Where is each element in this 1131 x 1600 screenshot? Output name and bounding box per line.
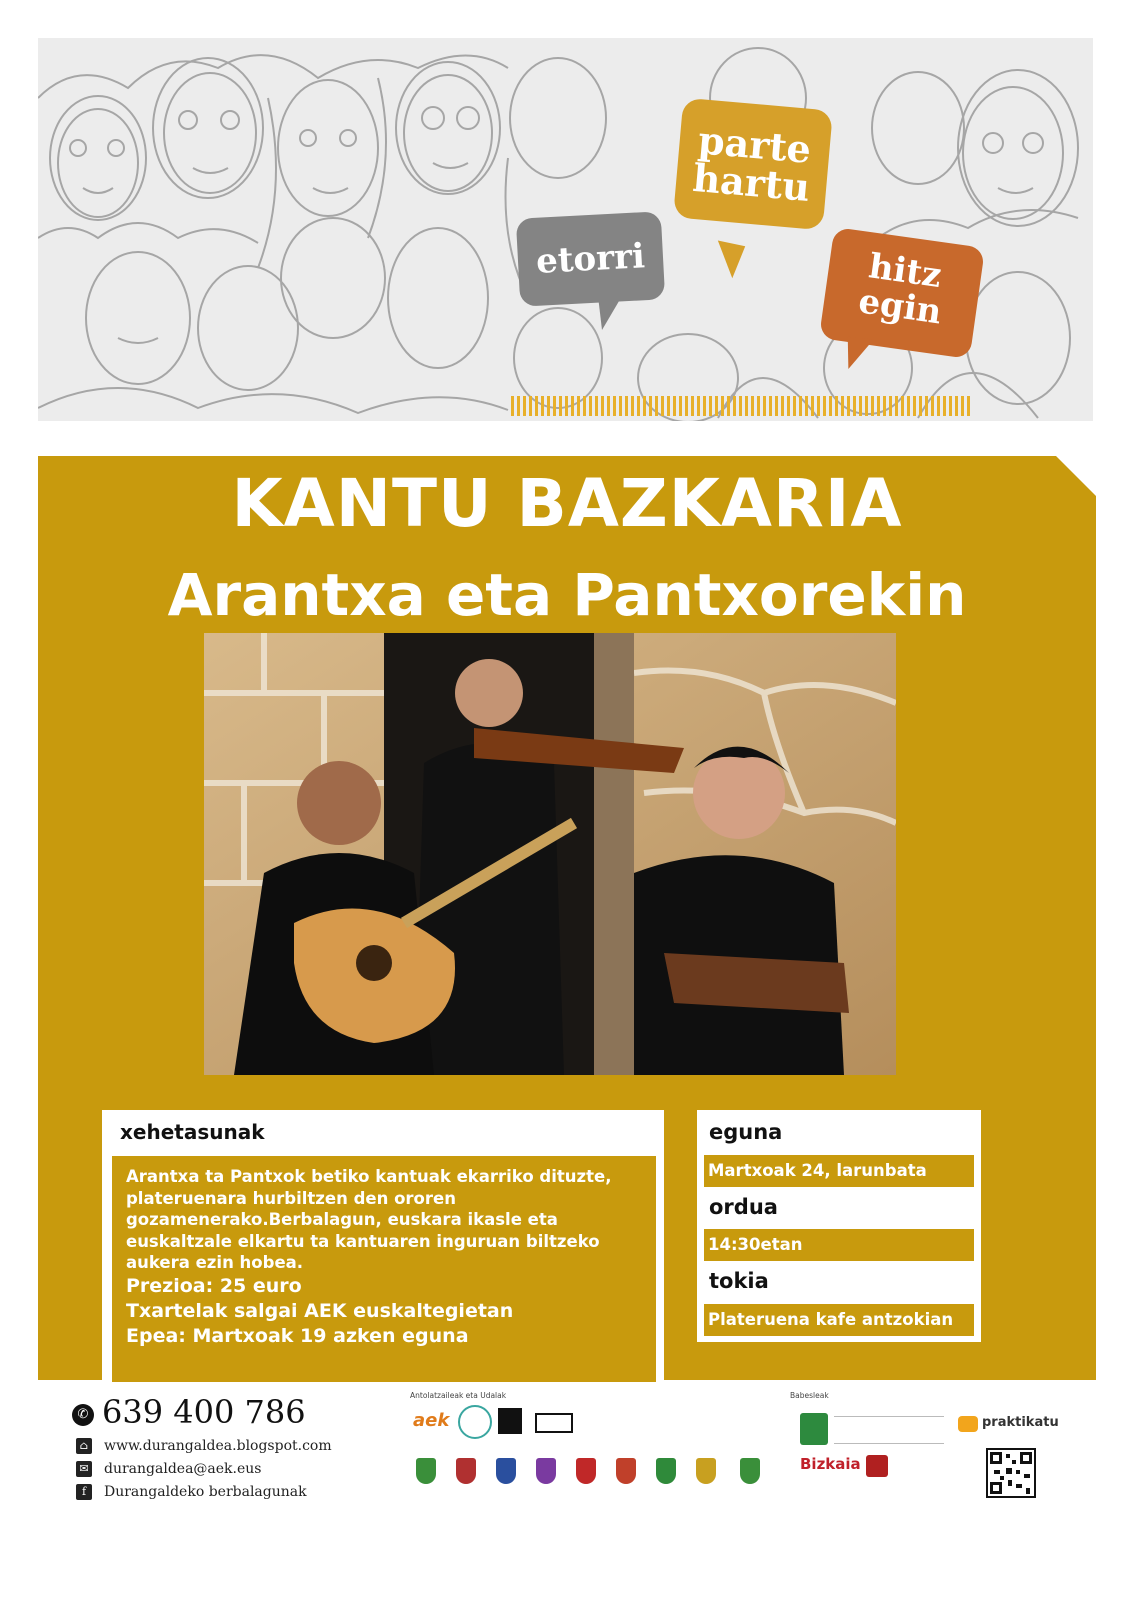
eusko-jaurlaritza-logo — [866, 1455, 888, 1477]
sponsors-label: Babesleak — [790, 1391, 829, 1400]
facebook-text: Durangaldeko berbalagunak — [104, 1484, 307, 1500]
bubble-hitz-egin: hitz egin — [819, 227, 985, 359]
zaldibar-shield — [740, 1458, 760, 1484]
place-label: tokia — [709, 1269, 769, 1293]
organizers-label: Antolatzaileak eta Udalak — [410, 1391, 507, 1400]
musicians-photo-illustration — [204, 633, 896, 1075]
izurtza-shield — [656, 1458, 676, 1484]
aek-logo: aek — [413, 1410, 450, 1431]
facebook-link[interactable] — [76, 1484, 307, 1500]
details-price: Prezioa: 25 euro — [126, 1274, 302, 1297]
date-value: Martxoak 24, larunbata — [704, 1155, 974, 1187]
email-text: durangaldea@aek.eus — [104, 1461, 262, 1477]
event-title: KANTU BAZKARIA — [231, 465, 903, 542]
berbaro-logo — [458, 1405, 492, 1439]
time-label: ordua — [709, 1195, 778, 1219]
mail-icon: ✉ — [76, 1461, 92, 1477]
details-box — [102, 1110, 664, 1382]
decorative-stripes — [511, 396, 971, 416]
mallabia-shield — [696, 1458, 716, 1484]
bubble-etorri: etorri — [516, 211, 665, 306]
mancomunidad-text — [834, 1416, 944, 1444]
header-illustration — [38, 38, 1093, 421]
details-description: Arantxa ta Pantxok betiko kantuak ekarriko dituzte, plateruenara hurbiltzen den ororen gozamenerako.Berbalagun, euskara ikasle eta euskaltzale elkartu ta kantuaren inguruan biltzeko aukera ezin hobea. — [126, 1167, 612, 1272]
qr-code-pattern — [988, 1450, 1034, 1496]
berriz-shield — [496, 1458, 516, 1484]
musicians-photo — [204, 633, 896, 1075]
praktikatu-logo: praktikatu — [982, 1415, 1059, 1430]
iurreta-shield — [616, 1458, 636, 1484]
mancomunidad-logo — [800, 1413, 828, 1445]
details-tickets: Txartelak salgai AEK euskaltegietan — [126, 1299, 514, 1322]
place-value: Plateruena kafe antzokian — [704, 1304, 974, 1336]
phone-text: 639 400 786 — [102, 1393, 306, 1431]
website-text: www.durangaldea.blogspot.com — [104, 1438, 332, 1454]
email-link[interactable] — [76, 1461, 261, 1477]
elorrio-shield — [576, 1458, 596, 1484]
praktikatu-bubble-icon — [958, 1416, 978, 1432]
qr-code-icon[interactable] — [988, 1450, 1034, 1496]
bubble-hitz-tail — [844, 337, 873, 372]
amorebieta-shield — [456, 1458, 476, 1484]
abadino-shield — [416, 1458, 436, 1484]
dhto-logo — [535, 1413, 573, 1433]
details-deadline: Epea: Martxoak 19 azken eguna — [126, 1324, 469, 1347]
bizkaia-logo: Bizkaia — [800, 1455, 861, 1473]
web-icon: ⌂ — [76, 1438, 92, 1454]
time-value: 14:30etan — [704, 1229, 974, 1261]
details-body — [112, 1156, 656, 1382]
details-heading: xehetasunak — [120, 1120, 265, 1144]
date-label: eguna — [709, 1120, 783, 1144]
phone-number[interactable] — [72, 1393, 306, 1431]
whatsapp-icon: ✆ — [72, 1404, 94, 1426]
bubble-etorri-tail — [598, 296, 622, 330]
event-subtitle: Arantxa eta Pantxorekin — [167, 561, 967, 629]
durango-shield — [536, 1458, 556, 1484]
durangaldea-logo — [498, 1408, 522, 1434]
facebook-icon: f — [76, 1484, 92, 1500]
bubble-parte-hartu: parte hartu — [673, 98, 833, 231]
event-info-box — [697, 1110, 981, 1342]
website-link[interactable] — [76, 1438, 332, 1454]
